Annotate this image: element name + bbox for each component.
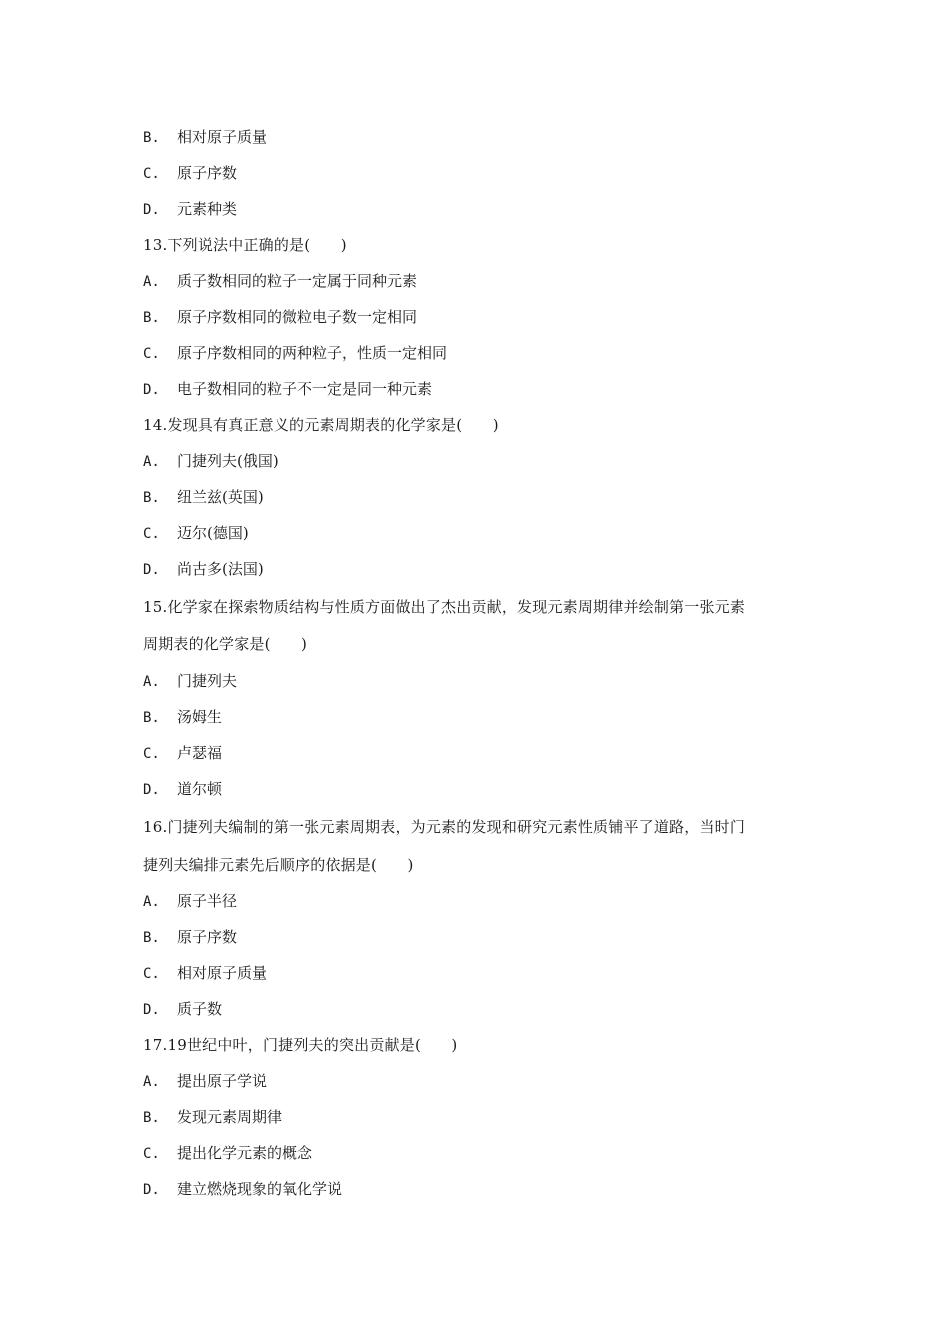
option-text: 提出原子学说 (177, 1072, 268, 1090)
option-line (143, 779, 222, 800)
option-letter: D. (143, 382, 160, 398)
option-letter: B. (143, 930, 160, 946)
option-text: 尚古多(法国) (177, 560, 264, 578)
option-line (143, 307, 417, 328)
option-text: 相对原子质量 (177, 964, 268, 982)
option-text: 提出化学元素的概念 (177, 1144, 313, 1162)
option-line (143, 559, 264, 580)
option-text: 元素种类 (177, 200, 238, 218)
option-letter: C. (143, 746, 160, 762)
option-line (143, 379, 432, 400)
option-line (143, 1107, 282, 1128)
option-line (143, 163, 237, 184)
option-text: 汤姆生 (177, 708, 223, 726)
option-letter: C. (143, 166, 160, 182)
option-letter: A. (143, 674, 160, 690)
question-line: 17.19世纪中叶，门捷列夫的突出贡献是( ) (143, 1036, 458, 1054)
option-line (143, 343, 447, 364)
option-letter: A. (143, 274, 160, 290)
option-line (143, 927, 237, 948)
option-line (143, 523, 249, 544)
option-text: 建立燃烧现象的氧化学说 (177, 1180, 343, 1198)
option-letter: D. (143, 202, 160, 218)
question-line: 15.化学家在探索物质结构与性质方面做出了杰出贡献，发现元素周期律并绘制第一张元素 (143, 598, 746, 616)
option-text: 原子序数相同的两种粒子，性质一定相同 (177, 344, 448, 362)
option-line (143, 487, 264, 508)
option-line (143, 1179, 342, 1200)
option-line (143, 891, 237, 912)
option-letter: A. (143, 1074, 160, 1090)
option-line (143, 1143, 312, 1164)
option-text: 卢瑟福 (177, 744, 223, 762)
option-text: 门捷列夫 (177, 672, 238, 690)
option-letter: C. (143, 526, 160, 542)
option-text: 原子序数 (177, 928, 238, 946)
option-text: 原子序数相同的微粒电子数一定相同 (177, 308, 418, 326)
option-letter: D. (143, 1182, 160, 1198)
option-letter: C. (143, 346, 160, 362)
question-line: 13.下列说法中正确的是( ) (143, 236, 347, 254)
option-letter: B. (143, 130, 160, 146)
option-line (143, 1071, 267, 1092)
option-text: 发现元素周期律 (177, 1108, 283, 1126)
option-line (143, 743, 222, 764)
option-letter: C. (143, 966, 160, 982)
option-text: 质子数 (177, 1000, 223, 1018)
option-letter: D. (143, 782, 160, 798)
question-line: 捷列夫编排元素先后顺序的依据是( ) (143, 856, 414, 874)
option-letter: C. (143, 1146, 160, 1162)
option-letter: D. (143, 562, 160, 578)
option-letter: A. (143, 454, 160, 470)
question-line: 周期表的化学家是( ) (143, 635, 308, 653)
option-line (143, 671, 237, 692)
option-text: 原子半径 (177, 892, 238, 910)
question-line: 14.发现具有真正意义的元素周期表的化学家是( ) (143, 416, 499, 434)
option-text: 电子数相同的粒子不一定是同一种元素 (177, 380, 433, 398)
option-text: 原子序数 (177, 164, 238, 182)
option-line (143, 127, 267, 148)
option-letter: B. (143, 490, 160, 506)
option-letter: B. (143, 310, 160, 326)
option-letter: B. (143, 1110, 160, 1126)
option-text: 迈尔(德国) (177, 524, 249, 542)
option-letter: D. (143, 1002, 160, 1018)
option-text: 质子数相同的粒子一定属于同种元素 (177, 272, 418, 290)
option-text: 门捷列夫(俄国) (177, 452, 279, 470)
option-line (143, 271, 417, 292)
option-text: 相对原子质量 (177, 128, 268, 146)
option-line (143, 707, 222, 728)
option-line (143, 999, 222, 1020)
question-line: 16.门捷列夫编制的第一张元素周期表，为元素的发现和研究元素性质铺平了道路，当时门 (143, 818, 746, 836)
option-text: 纽兰兹(英国) (177, 488, 264, 506)
option-line (143, 199, 237, 220)
option-text: 道尔顿 (177, 780, 223, 798)
option-letter: B. (143, 710, 160, 726)
option-letter: A. (143, 894, 160, 910)
option-line (143, 963, 267, 984)
option-line (143, 451, 279, 472)
